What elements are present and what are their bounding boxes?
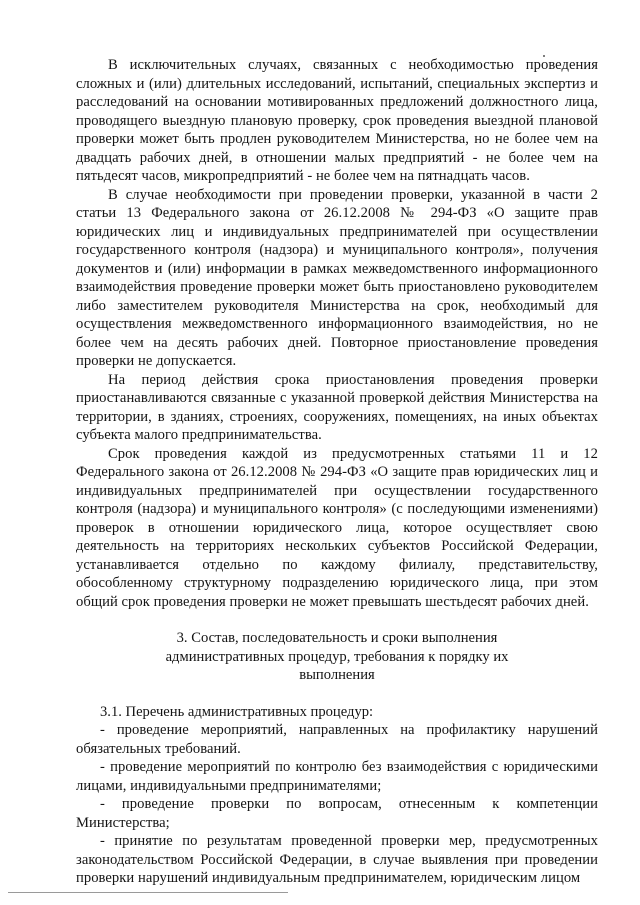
section-heading-line: административных процедур, требования к порядку их — [165, 648, 509, 665]
paragraph-suspension: В случае необходимости при проведении проверки, указанной в части 2 статьи 13 Федерального закона от 26.12.2008 № 294-ФЗ «О защите прав юридических лиц и индивидуальных предпринимателей при осуществлении государственного контроля (надзора) и муниципального контроля», получения документов и (или) информации в рамках межведомственного информационного взаимодействия проведение проверки может быть приостановлено руководителем либо заместителем руководителя Министерства на срок, необходимый для осуществления межведомственного информационного взаимодействия, но не более чем на десять рабочих дней. Повторное приостановление проведения проверки не допускается. — [76, 186, 598, 369]
paragraph-extension: В исключительных случаях, связанных с необходимостью проведения сложных и (или) длительных исследований, испытаний, специальных экспертиз и расследований на основании мотивированных предложений должностного лица, проводящего выездную плановую проверку, срок проведения выездной плановой проверки может быть продлен руководителем Министерства, но не более чем на двадцать рабочих дней, в отношении малых предприятий - не более чем на пятьдесят часов, микропредприятий - не более чем на пятнадцать часов. — [76, 57, 598, 184]
paragraph-suspension-period: На период действия срока приостановления проведения проверки приостанавливаются связанные с указанной проверкой действия Министерства на территории, в зданиях, строениях, сооружениях, помещениях, на иных объектах субъекта малого предпринимательства. — [76, 371, 598, 443]
section-heading-line: 3. Состав, последовательность и сроки выполнения — [176, 630, 498, 646]
document-page — [76, 56, 598, 888]
spacer — [76, 685, 598, 703]
list-item: - проведение мероприятий по контролю без взаимодействия с юридическими лицами, индивидуальными предпринимателями; — [76, 759, 598, 794]
scan-edge-line — [8, 892, 288, 893]
section-heading-line: выполнения — [299, 667, 375, 683]
list-item: - проведение мероприятий, направленных на профилактику нарушений обязательных требований. — [76, 722, 598, 757]
section-heading — [76, 629, 598, 685]
subsection-title: 3.1. Перечень административных процедур: — [100, 703, 374, 720]
paragraph-branch-terms: Срок проведения каждой из предусмотренных статьями 11 и 12 Федерального закона от 26.12.2008 № 294-ФЗ «О защите прав юридических лиц и индивидуальных предпринимателей при осуществлении государственного контроля (надзора) и муниципального контроля» (с последующими изменениями) проверок в отношении юридического лица, которое осуществляет свою деятельность на территориях нескольких субъектов Российской Федерации, устанавливается отдельно по каждому филиалу, представительству, обособленному структурному подразделению юридического лица, при этом общий срок проведения проверки не может превышать шестьдесят рабочих дней. — [76, 445, 598, 610]
list-item: - принятие по результатам проведенной проверки мер, предусмотренных законодательством Российской Федерации, в случае выявления при проведении проверки нарушений индивидуальным предпринимателем, юридическим лицом — [76, 833, 598, 886]
list-item: - проведение проверки по вопросам, отнесенным к компетенции Министерства; — [76, 796, 598, 831]
